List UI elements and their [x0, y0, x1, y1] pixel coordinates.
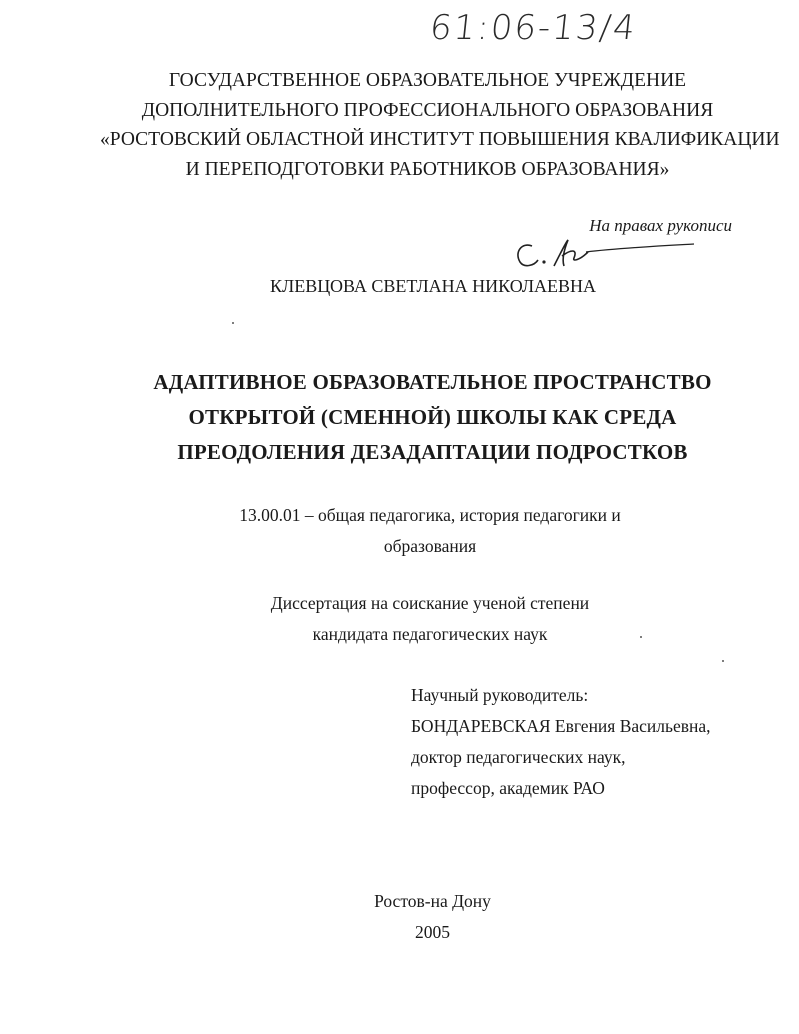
specialty-code — [100, 500, 760, 562]
scan-speck — [722, 660, 724, 662]
supervisor-label: Научный руководитель: — [411, 685, 589, 705]
institution-name — [100, 66, 780, 184]
author-signature — [508, 236, 698, 272]
title-line: ПРЕОДОЛЕНИЯ ДЕЗАДАПТАЦИИ ПОДРОСТКОВ — [177, 440, 688, 464]
institution-line: И ПЕРЕПОДГОТОВКИ РАБОТНИКОВ ОБРАЗОВАНИЯ» — [185, 158, 670, 180]
institution-line: ГОСУДАРСТВЕННОЕ ОБРАЗОВАТЕЛЬНОЕ УЧРЕЖДЕНИЕ — [168, 70, 687, 91]
supervisor-degree: доктор педагогических наук, — [411, 747, 626, 767]
degree-statement — [100, 588, 760, 650]
institution-line: ДОПОЛНИТЕЛЬНОГО ПРОФЕССИОНАЛЬНОГО ОБРАЗОВАНИЯ — [141, 99, 714, 121]
title-line: АДАПТИВНОЕ ОБРАЗОВАТЕЛЬНОЕ ПРОСТРАНСТВО — [153, 370, 712, 394]
specialty-line: образования — [383, 536, 477, 556]
archive-code-handwritten: 61:06-13/4 — [427, 8, 639, 48]
scan-speck — [640, 636, 642, 638]
author-name: КЛЕВЦОВА СВЕТЛАНА НИКОЛАЕВНА — [270, 276, 597, 296]
scan-speck — [232, 322, 234, 324]
year: 2005 — [415, 922, 450, 942]
scientific-supervisor — [411, 680, 711, 804]
dissertation-title — [100, 365, 765, 470]
degree-line: Диссертация на соискание ученой степени — [270, 593, 590, 613]
title-line: ОТКРЫТОЙ (СМЕННОЙ) ШКОЛЫ КАК СРЕДА — [188, 405, 677, 429]
city: Ростов-на Дону — [374, 891, 491, 911]
place-and-year — [100, 886, 765, 948]
institution-line: «РОСТОВСКИЙ ОБЛАСТНОЙ ИНСТИТУТ ПОВЫШЕНИЯ КВАЛИФИКАЦИИ — [100, 129, 780, 150]
degree-line: кандидата педагогических наук — [312, 624, 548, 644]
supervisor-title: профессор, академик РАО — [411, 778, 605, 798]
supervisor-name: БОНДАРЕВСКАЯ Евгения Васильевна, — [411, 716, 711, 736]
manuscript-rights-note: На правах рукописи — [589, 216, 732, 235]
specialty-line: 13.00.01 – общая педагогика, история педагогики и — [239, 505, 621, 525]
